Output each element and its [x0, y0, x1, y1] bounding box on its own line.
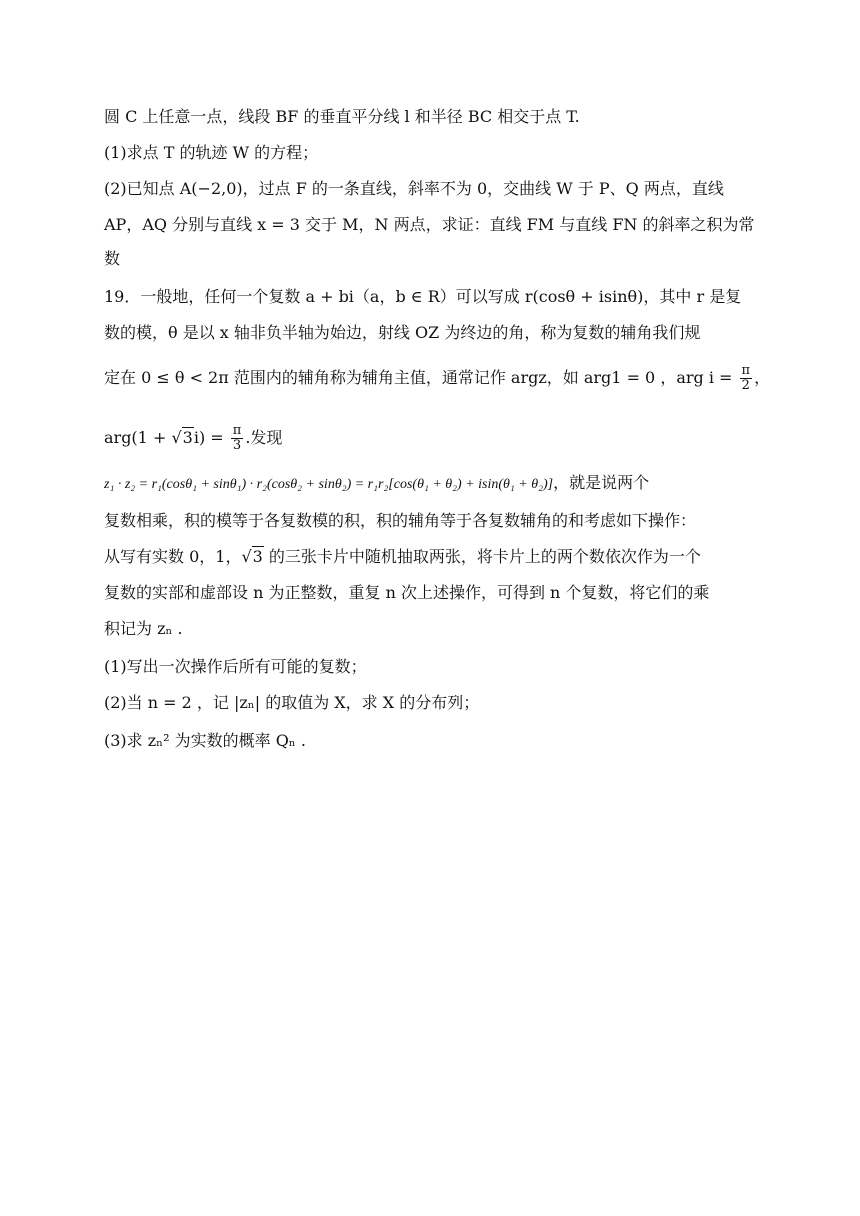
formula: z₁ · z₂ = r₁(cosθ₁ + sinθ₁) · r₂(cosθ₂ + sinθ₂) = r₁r₂[cos(θ₁ + θ₂) + isin(θ₁ + θ₂)]: [104, 477, 554, 492]
text-segment: i) =: [193, 428, 224, 447]
fraction-denominator: 2: [741, 378, 750, 393]
fraction-denominator: 3: [232, 438, 242, 453]
text-segment: 从写有实数 0，1，: [104, 547, 242, 566]
question-18-part-1: (1)求点 T 的轨迹 W 的方程；: [104, 143, 319, 162]
sqrt-symbol: √3: [171, 428, 193, 447]
text-segment: ，就是说两个: [553, 473, 650, 492]
text-segment: .发现: [245, 428, 283, 447]
text-line: [104, 546, 764, 568]
text-line: 圆 C 上任意一点，线段 BF 的垂直平分线 l 和半径 BC 相交于点 T.: [104, 107, 580, 126]
fraction: [231, 424, 244, 453]
sqrt-radicand: 3: [252, 547, 263, 566]
text-line: [104, 424, 764, 453]
fraction-numerator: π: [232, 423, 242, 438]
text-line: AP，AQ 分别与直线 x = 3 交于 M，N 两点，求证：直线 FM 与直线 FN 的斜率之积为常: [104, 215, 755, 234]
question-19-part-2: (2)当 n = 2 ，记 |zₙ| 的取值为 X，求 X 的分布列；: [104, 693, 480, 712]
text-line: [104, 363, 771, 393]
text-line: 复数的实部和虚部设 n 为正整数，重复 n 次上述操作，可得到 n 个复数，将它们的乘: [104, 583, 710, 602]
question-18-part-2: (2)已知点 A(−2,0)，过点 F 的一条直线，斜率不为 0，交曲线 W 于 P、Q 两点，直线: [104, 179, 724, 198]
question-19-part-3: (3)求 zₙ² 为实数的概率 Qₙ .: [104, 731, 306, 750]
text-line: 数: [104, 249, 121, 268]
question-19-stem: 19．一般地，任何一个复数 a + bi（a，b ∈ R）可以写成 r(cosθ + isinθ)，其中 r 是复: [104, 287, 742, 306]
text-segment: 的三张卡片中随机抽取两张，将卡片上的两个数依次作为一个: [263, 547, 701, 566]
sqrt-symbol: √3: [241, 547, 263, 566]
text-segment: ，: [754, 368, 771, 387]
text-line: 复数相乘，积的模等于各复数模的积，积的辅角等于各复数辅角的和考虑如下操作：: [104, 511, 697, 530]
text-line: 数的模，θ 是以 x 轴非负半轴为始边，射线 OZ 为终边的角，称为复数的辅角我们规: [104, 323, 701, 342]
sqrt-radicand: 3: [182, 428, 193, 447]
text-line: 积记为 zₙ .: [104, 619, 183, 638]
text-segment: 定在 0 ≤ θ < 2π 范围内的辅角称为辅角主值，通常记作 argz，如 arg1 = 0 ，arg i =: [104, 368, 733, 387]
fraction: [740, 364, 753, 393]
text-segment: arg(1 +: [104, 428, 172, 447]
formula-line: [104, 472, 764, 496]
fraction-numerator: π: [741, 363, 751, 378]
question-19-part-1: (1)写出一次操作后所有可能的复数；: [104, 657, 367, 676]
